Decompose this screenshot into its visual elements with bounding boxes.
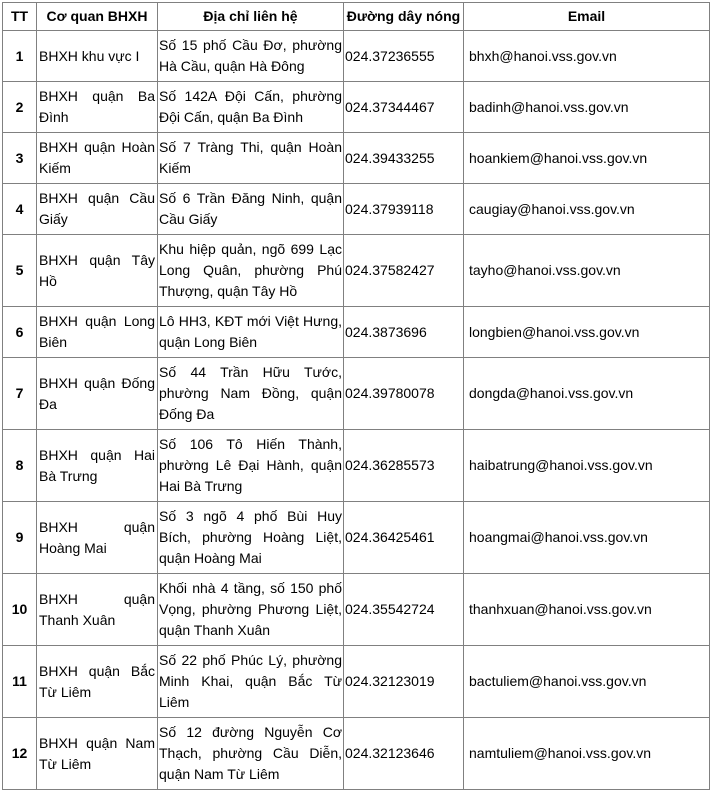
cell-tt: 9 xyxy=(3,502,37,574)
cell-email: bactuliem@hanoi.vss.gov.vn xyxy=(464,646,710,718)
cell-email: tayho@hanoi.vss.gov.vn xyxy=(464,235,710,307)
cell-email: bhxh@hanoi.vss.gov.vn xyxy=(464,31,710,82)
cell-email: badinh@hanoi.vss.gov.vn xyxy=(464,82,710,133)
cell-email: namtuliem@hanoi.vss.gov.vn xyxy=(464,718,710,790)
cell-address: Số 22 phố Phúc Lý, phường Minh Khai, quận Bắc Từ Liêm xyxy=(158,646,344,718)
table-row xyxy=(3,235,710,307)
cell-address: Lô HH3, KĐT mới Việt Hưng, quận Long Biên xyxy=(158,307,344,358)
cell-tt: 10 xyxy=(3,574,37,646)
header-cell-tt: TT xyxy=(3,3,37,31)
header-cell-hotline: Đường dây nóng xyxy=(344,3,464,31)
header-cell-org: Cơ quan BHXH xyxy=(37,3,158,31)
cell-email: dongda@hanoi.vss.gov.vn xyxy=(464,358,710,430)
cell-org: BHXH quận Ba Đình xyxy=(37,82,158,133)
bhxh-contact-table xyxy=(2,2,710,790)
cell-address: Số 12 đường Nguyễn Cơ Thạch, phường Cầu Diễn, quận Nam Từ Liêm xyxy=(158,718,344,790)
table-row xyxy=(3,502,710,574)
cell-hotline: 024.37344467 xyxy=(344,82,464,133)
cell-tt: 7 xyxy=(3,358,37,430)
cell-hotline: 024.37582427 xyxy=(344,235,464,307)
table-row xyxy=(3,184,710,235)
table-row xyxy=(3,133,710,184)
cell-address: Khu hiệp quản, ngõ 699 Lạc Long Quân, phường Phú Thượng, quận Tây Hồ xyxy=(158,235,344,307)
cell-address: Số 142A Đội Cấn, phường Đội Cấn, quận Ba Đình xyxy=(158,82,344,133)
cell-hotline: 024.3873696 xyxy=(344,307,464,358)
cell-address: Khối nhà 4 tầng, số 150 phố Vọng, phường Phương Liệt, quận Thanh Xuân xyxy=(158,574,344,646)
cell-email: hoankiem@hanoi.vss.gov.vn xyxy=(464,133,710,184)
cell-tt: 12 xyxy=(3,718,37,790)
cell-tt: 3 xyxy=(3,133,37,184)
cell-hotline: 024.39433255 xyxy=(344,133,464,184)
cell-hotline: 024.36285573 xyxy=(344,430,464,502)
cell-hotline: 024.32123646 xyxy=(344,718,464,790)
cell-org: BHXH khu vực I xyxy=(37,31,158,82)
cell-hotline: 024.36425461 xyxy=(344,502,464,574)
cell-email: longbien@hanoi.vss.gov.vn xyxy=(464,307,710,358)
cell-org: BHXH quận Bắc Từ Liêm xyxy=(37,646,158,718)
cell-address: Số 6 Trần Đăng Ninh, quận Cầu Giấy xyxy=(158,184,344,235)
cell-org: BHXH quận Hai Bà Trưng xyxy=(37,430,158,502)
cell-org: BHXH quận Long Biên xyxy=(37,307,158,358)
table-row xyxy=(3,430,710,502)
cell-hotline: 024.39780078 xyxy=(344,358,464,430)
header-cell-email: Email xyxy=(464,3,710,31)
table-row xyxy=(3,82,710,133)
header-row xyxy=(3,3,710,31)
cell-address: Số 3 ngõ 4 phố Bùi Huy Bích, phường Hoàng Liệt, quận Hoàng Mai xyxy=(158,502,344,574)
cell-hotline: 024.32123019 xyxy=(344,646,464,718)
cell-org: BHXH quận Tây Hồ xyxy=(37,235,158,307)
cell-tt: 2 xyxy=(3,82,37,133)
cell-org: BHXH quận Nam Từ Liêm xyxy=(37,718,158,790)
cell-org: BHXH quận Thanh Xuân xyxy=(37,574,158,646)
cell-email: caugiay@hanoi.vss.gov.vn xyxy=(464,184,710,235)
cell-tt: 1 xyxy=(3,31,37,82)
header-cell-address: Địa chỉ liên hệ xyxy=(158,3,344,31)
cell-tt: 5 xyxy=(3,235,37,307)
cell-org: BHXH quận Đống Đa xyxy=(37,358,158,430)
cell-org: BHXH quận Hoàn Kiếm xyxy=(37,133,158,184)
cell-tt: 4 xyxy=(3,184,37,235)
cell-org: BHXH quận Hoàng Mai xyxy=(37,502,158,574)
cell-hotline: 024.37939118 xyxy=(344,184,464,235)
cell-tt: 8 xyxy=(3,430,37,502)
cell-address: Số 15 phố Cầu Đơ, phường Hà Cầu, quận Hà Đông xyxy=(158,31,344,82)
table-row xyxy=(3,358,710,430)
table-row xyxy=(3,307,710,358)
cell-address: Số 44 Trần Hữu Tước, phường Nam Đồng, quận Đống Đa xyxy=(158,358,344,430)
cell-org: BHXH quận Cầu Giấy xyxy=(37,184,158,235)
table-row xyxy=(3,574,710,646)
table-row xyxy=(3,31,710,82)
table-body xyxy=(3,31,710,790)
cell-hotline: 024.37236555 xyxy=(344,31,464,82)
table-row xyxy=(3,718,710,790)
cell-tt: 6 xyxy=(3,307,37,358)
table-row xyxy=(3,646,710,718)
cell-email: hoangmai@hanoi.vss.gov.vn xyxy=(464,502,710,574)
cell-address: Số 106 Tô Hiến Thành, phường Lê Đại Hành, quận Hai Bà Trưng xyxy=(158,430,344,502)
cell-hotline: 024.35542724 xyxy=(344,574,464,646)
cell-tt: 11 xyxy=(3,646,37,718)
cell-email: thanhxuan@hanoi.vss.gov.vn xyxy=(464,574,710,646)
cell-address: Số 7 Tràng Thi, quận Hoàn Kiếm xyxy=(158,133,344,184)
cell-email: haibatrung@hanoi.vss.gov.vn xyxy=(464,430,710,502)
